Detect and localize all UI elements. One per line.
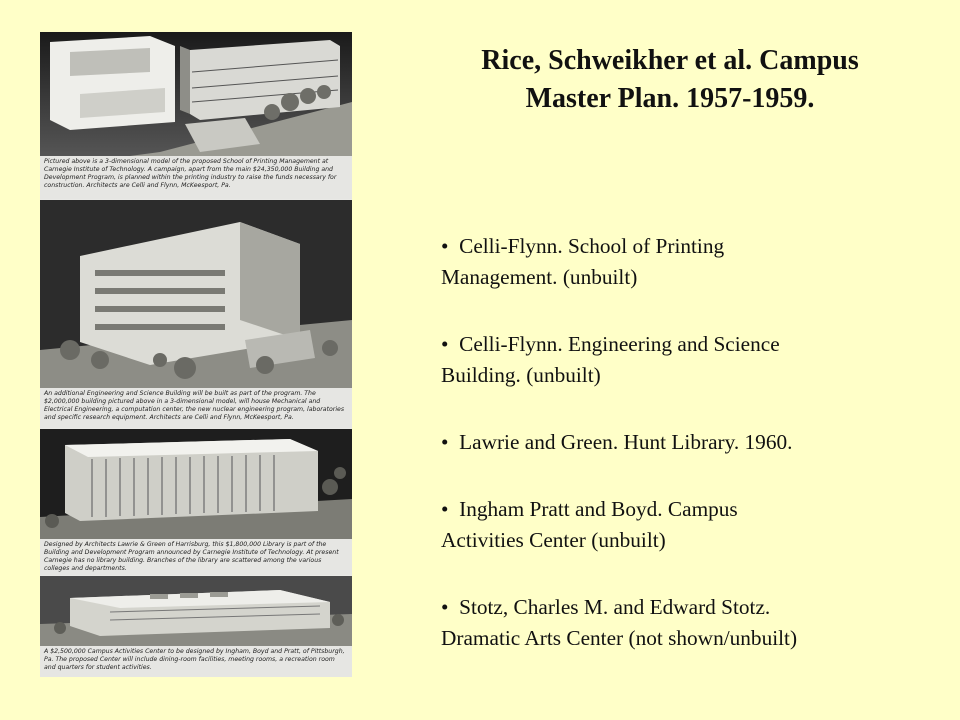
- activities-center-caption: A $2,500,000 Campus Activities Center to be designed by Ingham, Boyd and Pratt, of Pittsburgh, Pa. The proposed Center will include dining-room facilities, meeting rooms, a recreation room and quarters for student activities.: [44, 648, 345, 671]
- printing-school-caption: Pictured above is a 3-dimensional model of the proposed School of Printing Management at Carnegie Institute of Technology. A campaign, apart from the main $24,350,000 Building and Development Program, is planned within the printing industry to raise the funds necessary for construction. Architects are Celli and Flynn, McKeesport, Pa.: [44, 158, 337, 189]
- printing-school-panel: [40, 32, 352, 199]
- bullet-activities-center: • Ingham Pratt and Boyd. Campus Activities Center (unbuilt): [441, 494, 941, 556]
- printing-school-model-photo: [40, 32, 352, 156]
- building-list: [441, 231, 941, 690]
- hunt-library-model-photo: [40, 429, 352, 539]
- activities-center-panel: [40, 576, 352, 677]
- engineering-building-model-photo: [40, 200, 352, 388]
- slide-title-line-1: Rice, Schweikher et al. Campus: [481, 45, 859, 76]
- slide-title-line-2: Master Plan. 1957-1959.: [525, 83, 815, 114]
- activities-center-model-photo: [40, 576, 352, 646]
- slide-title: [400, 42, 940, 118]
- hunt-library-panel: [40, 429, 352, 575]
- bullet-dramatic-arts-center: • Stotz, Charles M. and Edward Stotz. Dramatic Arts Center (not shown/unbuilt): [441, 592, 941, 654]
- engineering-building-caption: An additional Engineering and Science Building will be built as part of the program. The $2,000,000 building pictured above in a 3-dimensional model, will house Mechanical and Electrical Engineering, a computation center, the new nuclear engineering program, laboratories and specific research equipment. Architects are Celli and Flynn, McKeesport, Pa.: [44, 390, 345, 421]
- bullet-hunt-library: • Lawrie and Green. Hunt Library. 1960.: [441, 427, 941, 458]
- hunt-library-caption: Designed by Architects Lawrie & Green of Harrisburg, this $1,800,000 Library is part of the Building and Development Program announced by Carnegie Institute of Technology. At present Carnegie has no library building. Branches of the library are scattered among the various colleges and departments.: [44, 541, 339, 572]
- model-photo-collage: [40, 32, 352, 677]
- engineering-building-panel: [40, 200, 352, 428]
- bullet-printing-school: • Celli-Flynn. School of Printing Management. (unbuilt): [441, 231, 941, 293]
- bullet-engineering-building: • Celli-Flynn. Engineering and Science Building. (unbuilt): [441, 329, 941, 391]
